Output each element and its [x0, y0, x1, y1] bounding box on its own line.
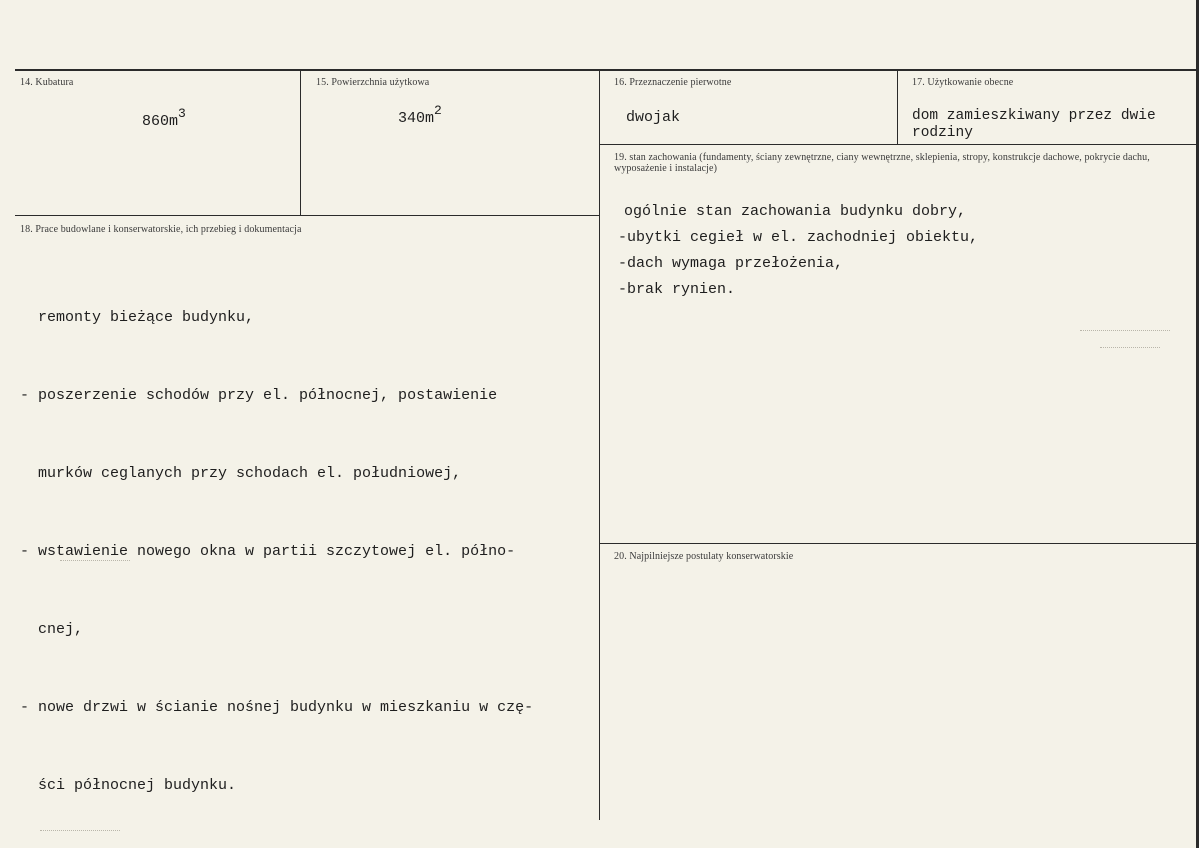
przeznaczenie-label: 16. Przeznaczenie pierwotne [614, 77, 732, 88]
paper-speckle [40, 830, 120, 831]
postulaty-label: 20. Najpilniejsze postulaty konserwatorskie [614, 551, 794, 562]
prace-line: - poszerzenie schodów przy el. północnej, postawienie [20, 387, 498, 404]
kubatura-number: 860m [142, 113, 179, 130]
divider-main [599, 70, 600, 820]
uzytkowanie-value-line2: rodziny [912, 125, 973, 141]
prace-line: murków ceglanych przy schodach el. południowej, [20, 465, 462, 482]
prace-list [20, 253, 533, 848]
prace-line: remonty bieżące budynku, [20, 309, 255, 326]
uzytkowanie-value-line1: dom zamieszkiwany przez dwie [912, 108, 1156, 124]
powierzchnia-label: 15. Powierzchnia użytkowa [316, 77, 430, 88]
przeznaczenie-value: dwojak [626, 109, 681, 126]
stan-line: -brak rynien. [618, 281, 736, 298]
stan-line: ogólnie stan zachowania budynku dobry, [624, 203, 967, 220]
prace-line: ści północnej budynku. [20, 777, 237, 794]
divider-14-15 [300, 70, 301, 215]
prace-label: 18. Prace budowlane i konserwatorskie, ich przebieg i dokumentacja [20, 224, 302, 235]
stan-line: -ubytki cegieł w el. zachodniej obiektu, [618, 229, 979, 246]
uzytkowanie-label: 17. Użytkowanie obecne [912, 77, 1014, 88]
line-under-19 [599, 543, 1196, 544]
kubatura-value [142, 108, 186, 130]
stan-list [618, 199, 978, 303]
prace-line: - nowe drzwi w ścianie nośnej budynku w mieszkaniu w czę- [20, 699, 534, 716]
kubatura-exponent: 3 [178, 106, 186, 121]
prace-line: - wstawienie nowego okna w partii szczytowej el. półno- [20, 543, 516, 560]
powierzchnia-number: 340m [398, 110, 435, 127]
paper-speckle [1080, 330, 1170, 331]
paper-speckle [60, 560, 130, 561]
line-under-14-15 [15, 215, 599, 216]
stan-line: -dach wymaga przełożenia, [618, 255, 844, 272]
stan-label: 19. stan zachowania (fundamenty, ściany zewnętrzne, ciany wewnętrzne, sklepienia, stropy, konstrukcje dachowe, pokrycie dachu, wyposażenie i instalacje) [614, 152, 1150, 174]
prace-line: cnej, [20, 621, 84, 638]
divider-16-17 [897, 70, 898, 144]
top-border [15, 69, 1196, 71]
powierzchnia-value [398, 105, 442, 127]
kubatura-label: 14. Kubatura [20, 77, 74, 88]
powierzchnia-exponent: 2 [434, 103, 442, 118]
paper-speckle [1100, 347, 1160, 348]
line-under-16-17 [599, 144, 1196, 145]
